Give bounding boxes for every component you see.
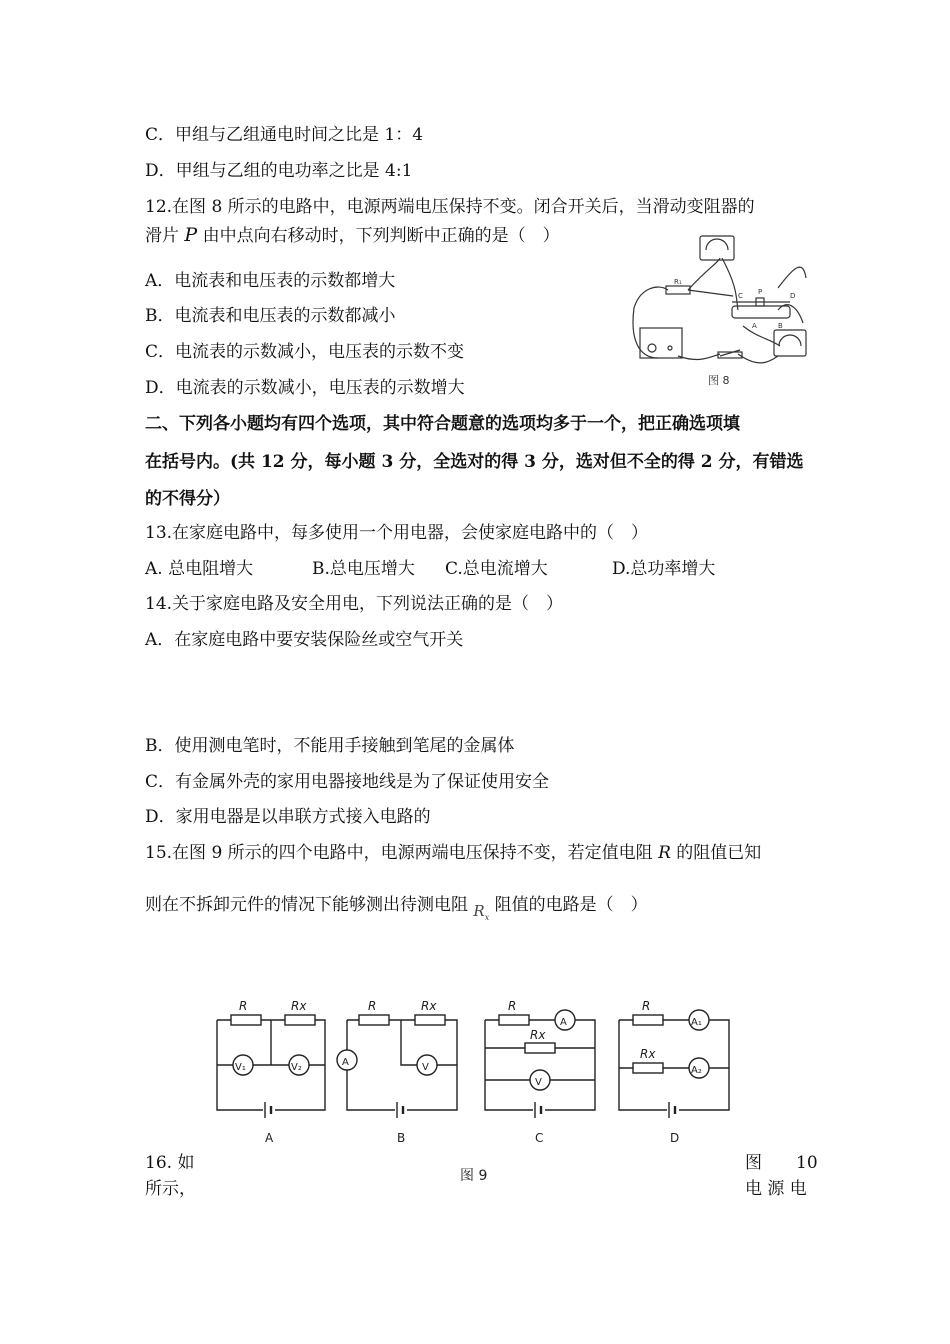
circuit-d-a2: A₂ xyxy=(691,1065,702,1076)
q14-option-d: D．家用电器是以串联方式接入电路的 xyxy=(145,807,431,827)
q15-stem-suffix: 的阻值已知 xyxy=(676,843,762,863)
circuit-c-caption: C xyxy=(535,1131,544,1145)
circuit-d-rx-label: Rx xyxy=(640,1047,656,1061)
figure-8-caption: 图 8 xyxy=(708,374,730,387)
circuit-b-v: V xyxy=(422,1062,429,1073)
q12-stem-suffix: 由中点向右移动时，下列判断中正确的是（ ） xyxy=(202,226,560,246)
q13-option-a: A. 总电阻增大 xyxy=(145,559,254,579)
fig8-label-d: D xyxy=(790,292,796,300)
q15-stem2-suffix: 阻值的电路是（ ） xyxy=(494,895,648,915)
q15-stem-line2 xyxy=(145,894,648,923)
fig8-label-b: B xyxy=(778,322,783,330)
q15-stem-prefix: 15.在图 9 所示的四个电路中，电源两端电压保持不变，若定值电阻 xyxy=(145,843,653,863)
q12-var-p: P xyxy=(184,224,198,246)
fig8-label-c: C xyxy=(738,292,743,300)
q12-option-d: D．电流表的示数减小，电压表的示数增大 xyxy=(145,378,465,398)
circuit-a-v2: V₂ xyxy=(291,1062,302,1073)
circuit-c-a: A xyxy=(560,1017,567,1028)
q15-var-rx xyxy=(473,902,489,920)
section2-line3: 的不得分） xyxy=(145,489,230,509)
circuit-b-r-label: R xyxy=(368,999,377,1013)
q16-right-line2: 电 源 电 xyxy=(745,1179,807,1199)
q14-option-c: C．有金属外壳的家用电器接地线是为了保证使用安全 xyxy=(145,772,550,792)
q16-left-line2: 所示， xyxy=(145,1179,196,1199)
circuit-b-rx-label: Rx xyxy=(421,999,437,1013)
q16-right-line1: 图 10 xyxy=(745,1153,818,1173)
section2-line2: 在括号内。(共 12 分，每小题 3 分，全选对的得 3 分，选对但不全的得 2 分，有错选 xyxy=(145,452,804,472)
circuit-c-rx-label: Rx xyxy=(530,1028,546,1042)
q14-stem: 14.关于家庭电路及安全用电，下列说法正确的是（ ） xyxy=(145,594,564,614)
q12-stem-prefix: 滑片 xyxy=(145,226,179,246)
figure-9 xyxy=(205,990,745,1190)
circuit-d-r-label: R xyxy=(642,999,651,1013)
circuit-a xyxy=(217,1015,325,1118)
fig8-label-p: P xyxy=(758,288,763,296)
q13-stem: 13.在家庭电路中，每多使用一个用电器，会使家庭电路中的（ ） xyxy=(145,523,649,543)
q13-option-b: B.总电压增大 xyxy=(312,559,415,579)
q15-var-rx-main: R xyxy=(473,902,485,920)
circuit-c-r-label: R xyxy=(508,999,517,1013)
q14-option-a: A．在家庭电路中要安装保险丝或空气开关 xyxy=(145,630,464,650)
q15-var-r: R xyxy=(658,843,671,863)
q12-stem-line2 xyxy=(145,224,560,247)
circuit-a-caption: A xyxy=(265,1131,274,1145)
circuit-c xyxy=(485,1010,595,1118)
circuit-c-v: V xyxy=(535,1077,542,1088)
circuit-d xyxy=(619,1010,729,1118)
figure-8 xyxy=(628,228,810,393)
q12-stem-line1: 12.在图 8 所示的电路中，电源两端电压保持不变。闭合开关后，当滑动变阻器的 xyxy=(145,197,755,217)
q11-option-c: C．甲组与乙组通电时间之比是 1：4 xyxy=(145,125,424,145)
q15-stem2-prefix: 则在不拆卸元件的情况下能够测出待测电阻 xyxy=(145,895,468,915)
q11-option-d: D．甲组与乙组的电功率之比是 4:1 xyxy=(145,161,413,181)
q13-option-c: C.总电流增大 xyxy=(445,559,548,579)
circuit-a-rx-label: Rx xyxy=(291,999,307,1013)
q12-option-c: C．电流表的示数减小，电压表的示数不变 xyxy=(145,342,465,362)
q13-option-d: D.总功率增大 xyxy=(612,559,716,579)
section2-line1: 二、下列各小题均有四个选项，其中符合题意的选项均多于一个，把正确选项填 xyxy=(145,414,740,434)
figure-9-caption: 图 9 xyxy=(460,1168,488,1184)
fig8-label-a: A xyxy=(752,322,757,330)
circuit-b-caption: B xyxy=(397,1131,406,1145)
q12-option-b: B．电流表和电压表的示数都减小 xyxy=(145,306,396,326)
q16-left-line1: 16. 如 xyxy=(145,1153,195,1173)
q15-stem-line1 xyxy=(145,842,761,864)
circuit-a-r-label: R xyxy=(239,999,248,1013)
q12-option-a: A．电流表和电压表的示数都增大 xyxy=(145,271,396,291)
circuit-b xyxy=(337,1015,457,1118)
circuit-d-caption: D xyxy=(670,1131,680,1145)
circuit-a-v1: V₁ xyxy=(235,1062,246,1073)
circuit-d-a1: A₁ xyxy=(691,1017,702,1028)
fig8-label-r1: R₁ xyxy=(674,278,682,286)
q15-var-rx-sub: x xyxy=(484,913,490,922)
circuit-b-a: A xyxy=(342,1057,349,1068)
q14-option-b: B．使用测电笔时，不能用手接触到笔尾的金属体 xyxy=(145,736,515,756)
